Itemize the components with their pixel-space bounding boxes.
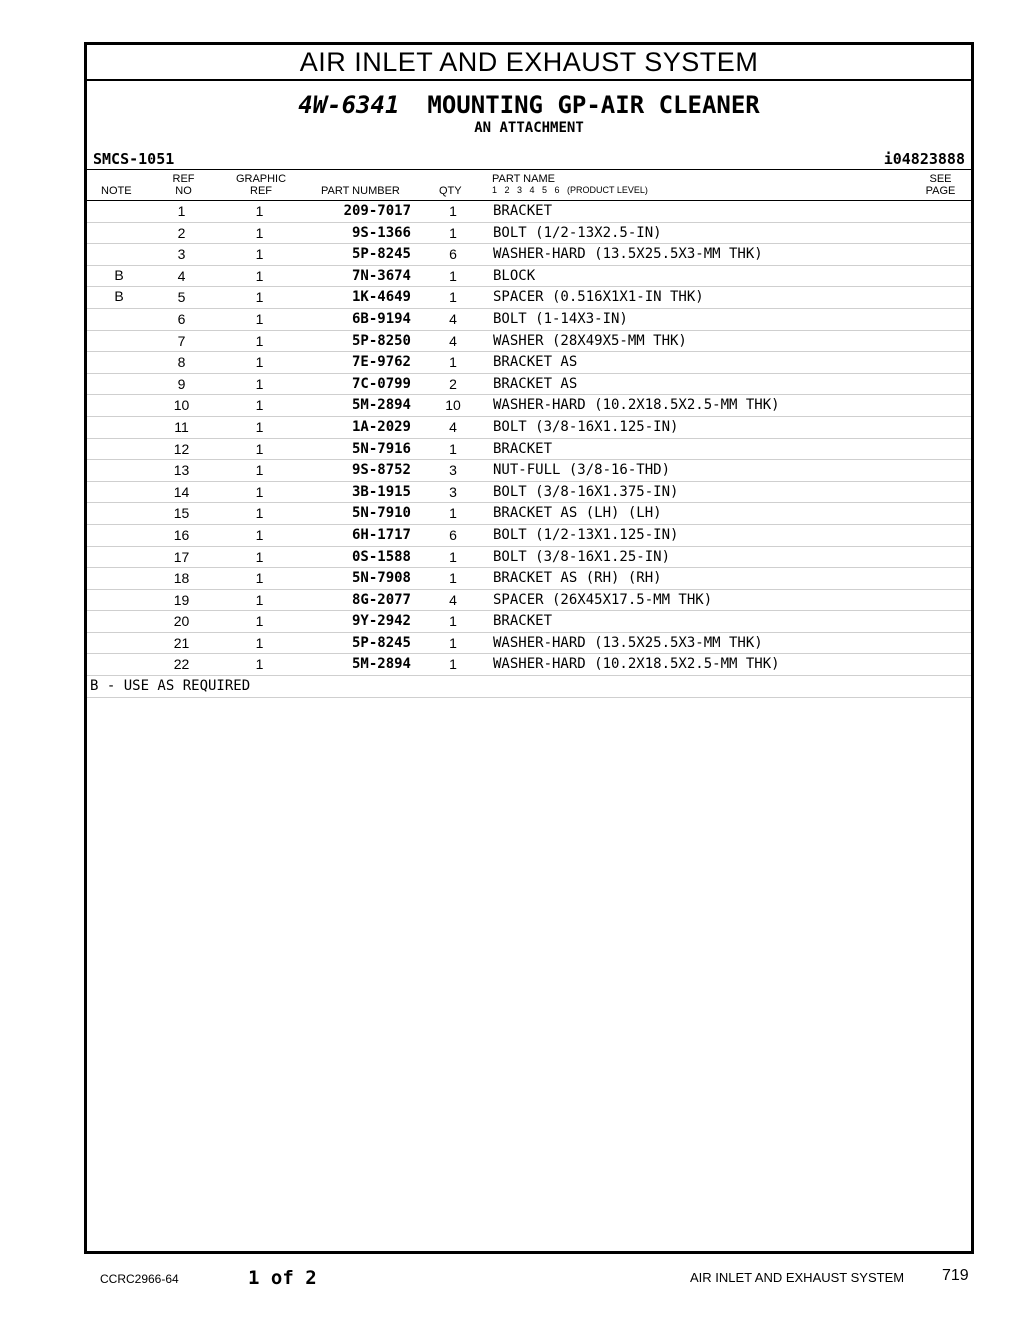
row-graphic-ref: 1 (255, 267, 264, 284)
table-row (87, 503, 971, 525)
page-footer (0, 1265, 1020, 1295)
table-row (87, 547, 971, 569)
row-graphic-ref: 1 (255, 397, 264, 414)
row-qty: 1 (449, 224, 457, 241)
row-qty: 3 (449, 462, 457, 479)
footer-doc-id: CCRC2966-64 (100, 1272, 179, 1286)
table-row (87, 482, 971, 504)
row-part-name: BRACKET (493, 440, 553, 457)
row-part-name: BOLT (1-14X3-IN) (493, 310, 628, 327)
row-qty: 4 (449, 310, 457, 327)
row-part-name: NUT-FULL (3/8-16-THD) (493, 462, 671, 479)
table-row (87, 223, 971, 245)
row-ref-no: 5 (177, 289, 186, 306)
row-graphic-ref: 1 (255, 375, 264, 392)
row-qty: 3 (449, 483, 457, 500)
row-part-number: 7E-9762 (351, 354, 411, 371)
footer-page-number: 719 (942, 1267, 969, 1284)
row-note: B (114, 266, 124, 283)
row-part-number: 5N-7916 (351, 440, 411, 457)
row-part-name: WASHER-HARD (10.2X18.5X2.5-MM THK) (493, 656, 780, 673)
parts-list (87, 201, 971, 676)
row-qty: 4 (449, 332, 457, 349)
header-part-number: PART NUMBER (321, 185, 400, 197)
table-row (87, 654, 971, 676)
row-part-name: SPACER (0.516X1X1-IN THK) (493, 289, 704, 306)
row-part-number: 5M-2894 (351, 397, 411, 414)
table-row (87, 244, 971, 266)
footer-section: AIR INLET AND EXHAUST SYSTEM (690, 1270, 905, 1285)
row-ref-no: 4 (177, 267, 186, 284)
table-row (87, 352, 971, 374)
table-row (87, 460, 971, 482)
footnote: B - USE AS REQUIRED (87, 676, 971, 698)
table-row (87, 611, 971, 633)
header-ref-top: REF (172, 173, 195, 185)
column-headers (87, 170, 971, 201)
row-part-name: WASHER-HARD (13.5X25.5X3-MM THK) (493, 634, 763, 651)
row-graphic-ref: 1 (255, 656, 264, 673)
row-part-number: 5P-8250 (351, 332, 411, 349)
row-graphic-ref: 1 (255, 462, 264, 479)
row-qty: 10 (445, 397, 461, 414)
row-part-number: 6H-1717 (351, 526, 411, 543)
illustration-id: i04823888 (883, 150, 965, 168)
row-graphic-ref: 1 (255, 246, 264, 263)
row-ref-no: 10 (173, 397, 190, 414)
row-note: B (114, 288, 124, 305)
row-ref-no: 12 (173, 440, 190, 457)
row-ref-no: 17 (173, 548, 190, 565)
row-ref-no: 1 (177, 203, 186, 219)
row-graphic-ref: 1 (255, 505, 264, 522)
row-ref-no: 14 (173, 483, 190, 500)
row-part-number: 5P-8245 (351, 634, 411, 651)
table-row (87, 374, 971, 396)
row-graphic-ref: 1 (255, 203, 264, 219)
row-part-number: 5P-8245 (351, 246, 411, 263)
row-qty: 1 (449, 289, 457, 306)
row-graphic-ref: 1 (255, 483, 264, 500)
row-graphic-ref: 1 (255, 591, 264, 608)
row-part-number: 9Y-2942 (351, 613, 411, 630)
row-part-name: BRACKET AS (RH) (RH) (493, 570, 662, 587)
row-part-name: BOLT (3/8-16X1.375-IN) (493, 483, 679, 500)
row-ref-no: 8 (177, 354, 186, 371)
header-note: NOTE (101, 185, 132, 197)
row-ref-no: 19 (173, 591, 190, 608)
group-number: 4W-6341 (298, 91, 400, 119)
table-row (87, 201, 971, 223)
row-qty: 2 (449, 375, 457, 392)
row-part-name: SPACER (26X45X17.5-MM THK) (493, 591, 713, 608)
row-graphic-ref: 1 (255, 354, 264, 371)
group-heading (87, 91, 971, 119)
header-see-top: SEE (929, 173, 952, 185)
row-qty: 1 (449, 267, 457, 284)
row-qty: 4 (449, 591, 457, 608)
table-row (87, 590, 971, 612)
row-part-number: 9S-1366 (351, 224, 411, 241)
row-ref-no: 15 (173, 505, 190, 522)
row-qty: 1 (449, 634, 457, 651)
row-graphic-ref: 1 (255, 224, 264, 241)
row-ref-no: 22 (173, 656, 190, 673)
row-graphic-ref: 1 (255, 613, 264, 630)
row-part-name: WASHER-HARD (13.5X25.5X3-MM THK) (493, 246, 763, 263)
row-ref-no: 2 (177, 224, 186, 241)
row-part-number: 209-7017 (343, 203, 411, 219)
row-ref-no: 20 (173, 613, 190, 630)
table-row (87, 309, 971, 331)
row-graphic-ref: 1 (255, 440, 264, 457)
row-ref-no: 21 (173, 634, 190, 651)
row-part-name: WASHER (28X49X5-MM THK) (493, 332, 687, 349)
row-qty: 1 (449, 570, 457, 587)
table-row (87, 287, 971, 309)
row-graphic-ref: 1 (255, 548, 264, 565)
row-graphic-ref: 1 (255, 310, 264, 327)
row-part-number: 9S-8752 (351, 462, 411, 479)
row-ref-no: 11 (174, 418, 189, 435)
header-product-level: 1 2 3 4 5 6 (PRODUCT LEVEL) (492, 185, 648, 195)
parts-page-frame (84, 42, 974, 1254)
row-qty: 1 (449, 440, 457, 457)
row-ref-no: 3 (177, 246, 186, 263)
header-qty: QTY (439, 185, 462, 197)
table-row (87, 395, 971, 417)
header-graphic-bottom: REF (250, 185, 272, 197)
row-qty: 1 (449, 203, 457, 219)
table-row (87, 439, 971, 461)
row-part-name: BRACKET (493, 203, 553, 219)
row-qty: 6 (449, 526, 457, 543)
smcs-code: SMCS-1051 (93, 150, 175, 168)
row-part-number: 5N-7908 (351, 570, 411, 587)
row-part-number: 7N-3674 (351, 267, 411, 284)
group-name: MOUNTING GP-AIR CLEANER (427, 91, 760, 119)
row-qty: 1 (449, 613, 457, 630)
row-ref-no: 9 (177, 375, 186, 392)
row-qty: 6 (449, 246, 457, 263)
row-qty: 4 (449, 418, 457, 435)
row-part-name: WASHER-HARD (10.2X18.5X2.5-MM THK) (493, 397, 780, 414)
row-ref-no: 6 (177, 310, 186, 327)
row-part-name: BOLT (1/2-13X2.5-IN) (493, 224, 662, 241)
header-see-bottom: PAGE (925, 185, 956, 197)
row-part-name: BOLT (1/2-13X1.125-IN) (493, 526, 679, 543)
section-title: AIR INLET AND EXHAUST SYSTEM (87, 45, 971, 81)
row-part-number: 1K-4649 (351, 289, 411, 306)
row-part-name: BRACKET AS (493, 375, 578, 392)
row-graphic-ref: 1 (255, 570, 264, 587)
row-graphic-ref: 1 (255, 418, 264, 435)
table-row (87, 525, 971, 547)
row-qty: 1 (449, 354, 457, 371)
group-subtitle: AN ATTACHMENT (474, 120, 584, 136)
row-part-number: 5N-7910 (351, 505, 411, 522)
table-row (87, 331, 971, 353)
row-part-number: 1A-2029 (351, 418, 411, 435)
footer-page-of: 1 of 2 (248, 1267, 317, 1289)
header-graphic-top: GRAPHIC (235, 173, 287, 185)
table-row (87, 266, 971, 288)
row-part-number: 7C-0799 (351, 375, 411, 392)
row-part-number: 8G-2077 (351, 591, 411, 608)
row-graphic-ref: 1 (255, 634, 264, 651)
row-part-name: BOLT (3/8-16X1.25-IN) (493, 548, 671, 565)
table-row (87, 568, 971, 590)
row-part-name: BRACKET AS (493, 354, 578, 371)
row-part-name: BRACKET AS (LH) (LH) (493, 505, 662, 522)
row-qty: 1 (449, 548, 457, 565)
row-ref-no: 13 (173, 462, 190, 479)
header-part-name: PART NAME (492, 173, 555, 185)
row-qty: 1 (449, 656, 457, 673)
row-part-number: 5M-2894 (351, 656, 411, 673)
meta-row (87, 149, 971, 170)
row-part-number: 0S-1588 (351, 548, 411, 565)
row-ref-no: 16 (173, 526, 190, 543)
row-graphic-ref: 1 (255, 526, 264, 543)
row-part-number: 6B-9194 (351, 310, 411, 327)
row-part-name: BOLT (3/8-16X1.125-IN) (493, 418, 679, 435)
row-ref-no: 18 (173, 570, 190, 587)
header-ref-bottom: NO (175, 185, 192, 197)
table-row (87, 633, 971, 655)
row-part-name: BRACKET (493, 613, 553, 630)
row-ref-no: 7 (177, 332, 186, 349)
row-part-name: BLOCK (493, 267, 536, 284)
row-part-number: 3B-1915 (351, 483, 411, 500)
row-qty: 1 (449, 505, 457, 522)
row-graphic-ref: 1 (255, 289, 264, 306)
row-graphic-ref: 1 (255, 332, 264, 349)
table-row (87, 417, 971, 439)
